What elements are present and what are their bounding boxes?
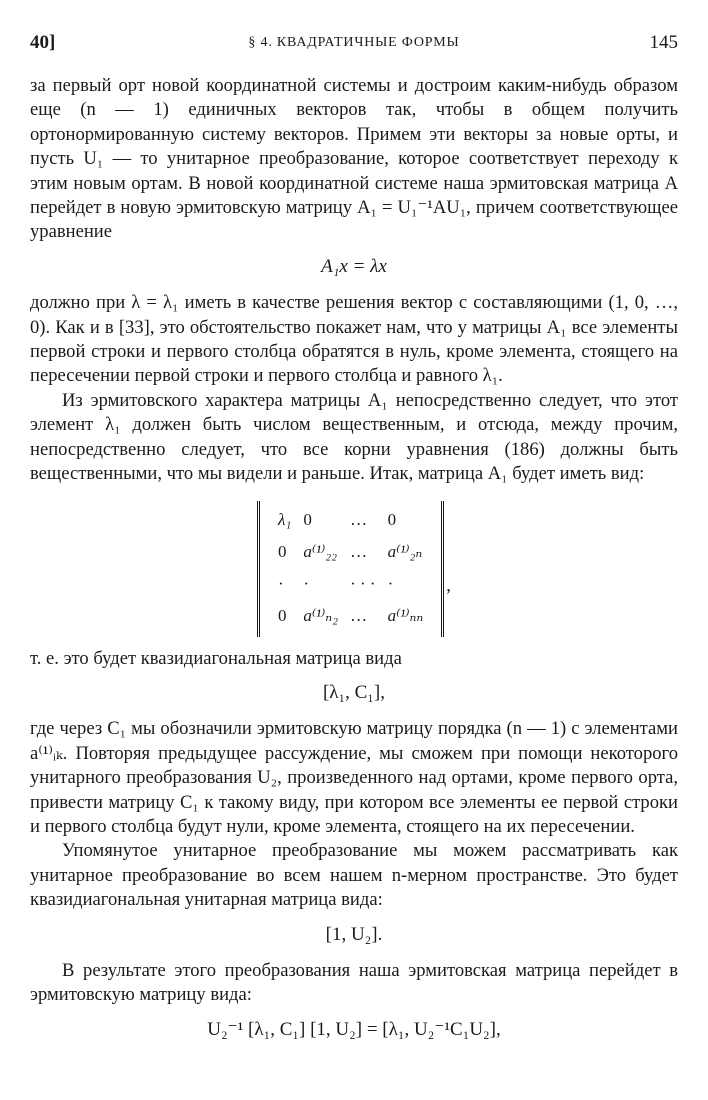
paragraph-4: т. е. это будет квазидиагональная матрица вида [30, 647, 402, 669]
paragraph-3: Из эрмитовского характера матрицы A₁ непосредственно следует, что этот элемент λ₁ должен быть числом вещественным, и отсюда, между прочим, непосредственно следует, что все корни уравнения (186) должны быть вещественными, что мы видели и раньше. Итак, матрица A₁ будет иметь вид: [30, 389, 678, 485]
running-title: § 4. КВАДРАТИЧНЫЕ ФОРМЫ [248, 35, 460, 50]
matrix-cell: 0 [278, 606, 287, 626]
matrix-cell: a⁽¹⁾ₙₙ [387, 606, 424, 626]
matrix-row [272, 505, 429, 537]
formula-eigen-equation: A₁x = λx [321, 255, 387, 277]
formula-quasidiagonal: [λ₁, C₁], [322, 681, 386, 703]
matrix-cell: … [350, 606, 368, 626]
matrix-cell: λ₁ [278, 510, 292, 530]
matrix-cell: 0 [387, 510, 397, 530]
matrix-cell: 0 [303, 510, 312, 530]
matrix-a1 [257, 501, 444, 637]
page-header [30, 32, 678, 58]
page-body [30, 74, 678, 1054]
matrix-cell: · · · [350, 574, 376, 594]
matrix-trailing-comma: , [446, 575, 451, 597]
matrix-cell: a⁽¹⁾₂ₙ [387, 542, 423, 562]
section-number: 40] [30, 32, 56, 53]
formula-transformation: U₂⁻¹ [λ₁, C₁] [1, U₂] = [λ₁, U₂⁻¹C₁U₂], [207, 1018, 501, 1040]
page-number: 145 [649, 32, 678, 53]
matrix-cell: … [350, 510, 368, 530]
matrix-row [272, 601, 429, 633]
paragraph-5: где через C₁ мы обозначили эрмитовскую матрицу порядка (n — 1) с элементами a⁽¹⁾ᵢₖ. Повторяя предыдущее рассуждение, мы сможем при помощи некоторого унитарного преобразования U₂, произведенного над ортами, кроме первого орта, привести матрицу C₁ к такому виду, при котором все элементы ее первой строки и первого столбца будут нули, кроме элемента, стоящего на их пересечении. [30, 718, 678, 837]
paragraph-1: за первый орт новой координатной системы и достроим каким-нибудь образом еще (n — 1) единичных векторов так, чтобы в общем получить ортонормированную систему векторов. Примем эти векторы за новые орты, и пусть U₁ — то унитарное преобразование, которое соответствует переходу к этим новым ортам. В новой координатной системе наша эрмитовская матрица A перейдет в новую эрмитовскую матрицу A₁ = U₁⁻¹AU₁, причем соответствующее уравнение [30, 75, 678, 243]
matrix-cell: · [303, 574, 309, 594]
matrix-cell: · [387, 574, 394, 594]
matrix-cell: 0 [278, 542, 287, 562]
matrix-row [272, 537, 429, 569]
matrix-cell: a⁽¹⁾₂₂ [303, 542, 338, 562]
matrix-table [272, 505, 429, 633]
paragraph-6: Упомянутое унитарное преобразование мы можем рассматривать как унитарное преобразование во всем нашем n-мерном пространстве. Это будет квазидиагональная унитарная матрица вида: [30, 840, 678, 911]
matrix-cell: · [278, 574, 284, 594]
paragraph-2: должно при λ = λ₁ иметь в качестве решения вектор с составляющими (1, 0, …, 0). Как и в [33], это обстоятельство покажет нам, что у матрицы A₁ все элементы первой строки и первого столбца обратятся в нуль, кроме элемента, стоящего на пересечении первой строки и первого столбца и равного λ₁. [30, 292, 678, 387]
matrix-cell: a⁽¹⁾ₙ₂ [303, 606, 339, 626]
matrix-row [272, 569, 429, 601]
matrix-a1-block [30, 501, 678, 637]
paragraph-7: В результате этого преобразования наша эрмитовская матрица перейдет в эрмитовскую матрицу вида: [30, 959, 678, 1006]
formula-unitary-block: [1, U₂]. [325, 923, 383, 945]
matrix-cell: … [350, 542, 368, 562]
